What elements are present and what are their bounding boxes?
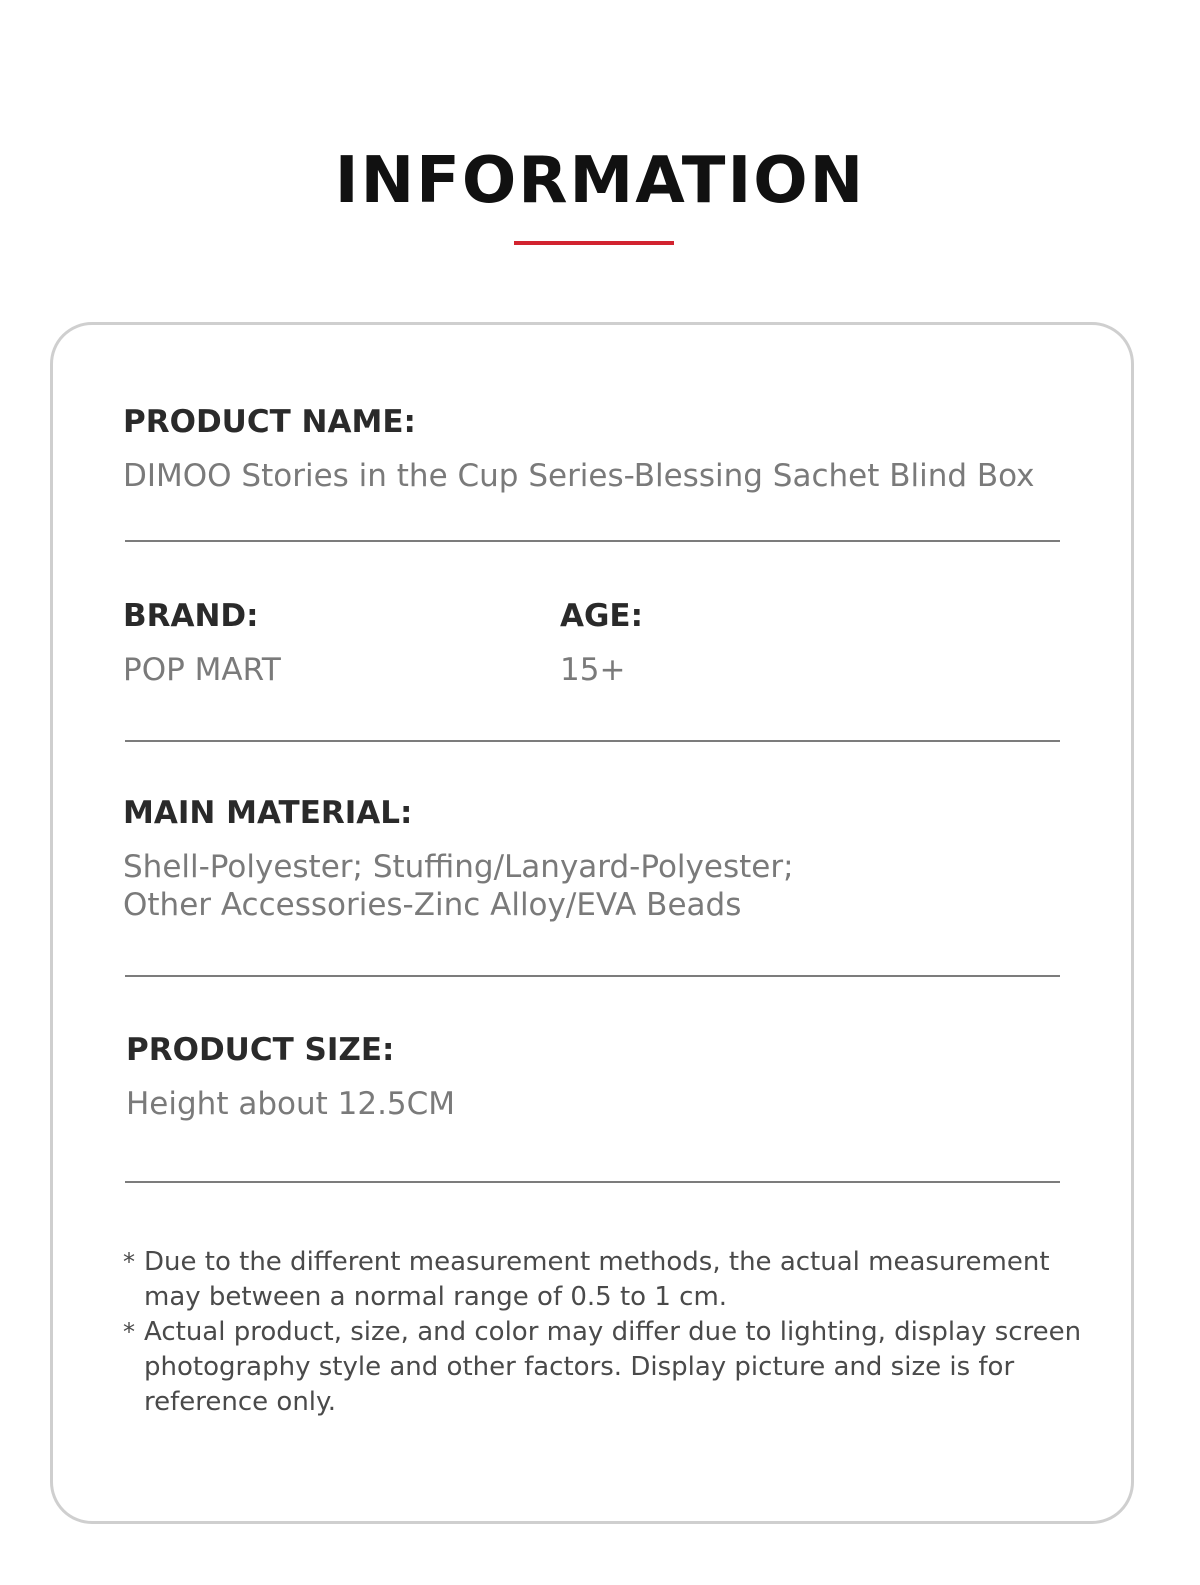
brand-label: BRAND: xyxy=(123,598,259,634)
brand-value: POP MART xyxy=(123,652,281,688)
product-size-label: PRODUCT SIZE: xyxy=(126,1032,395,1068)
note-text: Due to the different measurement methods, the actual measurement may between a normal range of 0.5 to 1 cm. xyxy=(144,1247,1050,1312)
age-value: 15+ xyxy=(560,652,626,688)
product-name-label: PRODUCT NAME: xyxy=(123,404,416,440)
asterisk-icon: * xyxy=(123,1248,135,1276)
product-size-value: Height about 12.5CM xyxy=(126,1086,456,1122)
note-item xyxy=(123,1315,1083,1420)
title-underline xyxy=(514,241,674,245)
main-material-value-line-2: Other Accessories-Zinc Alloy/EVA Beads xyxy=(123,887,742,923)
asterisk-icon: * xyxy=(123,1318,135,1346)
product-name-value: DIMOO Stories in the Cup Series-Blessing Sachet Blind Box xyxy=(123,458,1035,494)
main-material-value-line-1: Shell-Polyester; Stuffing/Lanyard-Polyester; xyxy=(123,849,794,885)
divider xyxy=(125,540,1060,542)
divider xyxy=(125,1181,1060,1183)
disclaimer-notes xyxy=(123,1245,1083,1420)
divider xyxy=(125,740,1060,742)
note-item xyxy=(123,1245,1083,1315)
divider xyxy=(125,975,1060,977)
note-text: Actual product, size, and color may differ due to lighting, display screen photography style and other factors. Display picture and size is for reference only. xyxy=(144,1317,1082,1417)
age-label: AGE: xyxy=(560,598,644,634)
main-material-label: MAIN MATERIAL: xyxy=(123,795,413,831)
page-title: INFORMATION xyxy=(334,144,866,218)
